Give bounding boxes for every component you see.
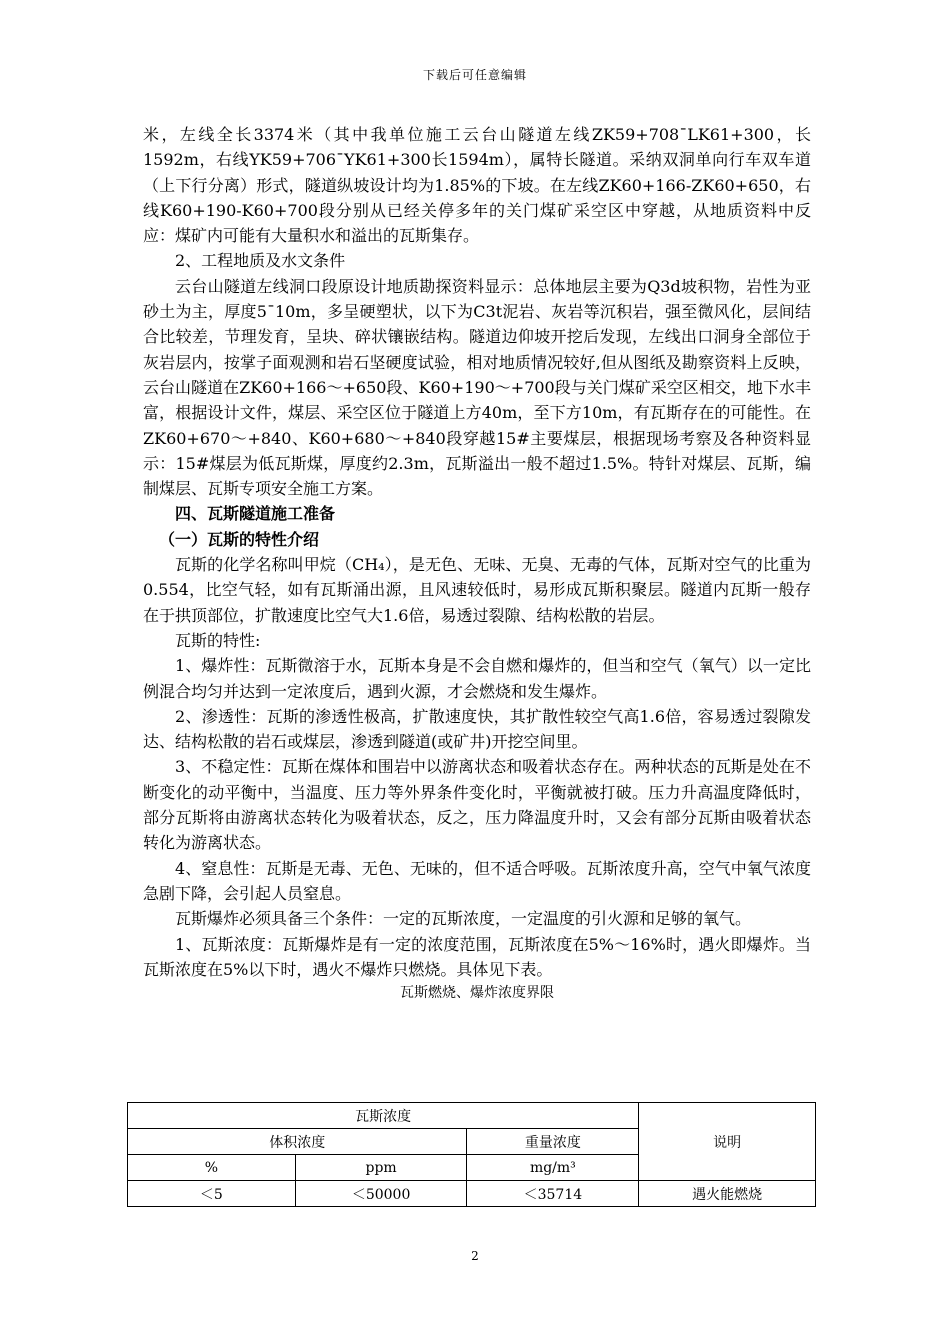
paragraph: 3、不稳定性：瓦斯在煤体和围岩中以游离状态和吸着状态存在。两种状态的瓦斯是处在不断变化的动平衡中，当温度、压力等外界条件变化时，平衡就被打破。压力升高温度降低时，部分瓦斯将由游离状态转化为吸着状态，反之，压力降温度升时，又会有部分瓦斯由吸着状态转化为游离状态。 bbox=[143, 757, 811, 853]
document-body bbox=[143, 122, 811, 1004]
table-header-group: 瓦斯浓度 bbox=[128, 1103, 639, 1129]
section-heading: 2、工程地质及水文条件 bbox=[175, 251, 346, 271]
chapter-heading: 四、瓦斯隧道施工准备 bbox=[175, 504, 336, 524]
paragraph: 4、窒息性：瓦斯是无毒、无色、无味的，但不适合呼吸。瓦斯浓度升高，空气中氧气浓度急剧下降，会引起人员窒息。 bbox=[143, 858, 811, 903]
table-unit-mgm3: mg/m³ bbox=[467, 1155, 639, 1181]
paragraph: 瓦斯爆炸必须具备三个条件：一定的瓦斯浓度，一定温度的引火源和足够的氧气。 bbox=[175, 909, 752, 929]
paragraph: 1、爆炸性：瓦斯微溶于水，瓦斯本身是不会自燃和爆炸的，但当和空气（氧气）以一定比例混合均匀并达到一定浓度后，遇到火源，才会燃烧和发生爆炸。 bbox=[143, 656, 811, 701]
paragraph: 瓦斯的特性: bbox=[175, 630, 261, 650]
paragraph: 2、渗透性：瓦斯的渗透性极高，扩散速度快，其扩散性较空气高1.6倍，容易透过裂隙发达、结构松散的岩石或煤层，渗透到隧道(或矿井)开挖空间里。 bbox=[143, 706, 811, 752]
table-cell: ＜35714 bbox=[467, 1181, 639, 1207]
subsection-heading: （一）瓦斯的特性介绍 bbox=[159, 529, 320, 549]
table-header-note: 说明 bbox=[639, 1103, 816, 1181]
table-row bbox=[128, 1181, 816, 1207]
paragraph: 1、瓦斯浓度：瓦斯爆炸是有一定的浓度范围，瓦斯浓度在5%～16%时，遇火即爆炸。当瓦斯浓度在5%以下时，遇火不爆炸只燃烧。具体见下表。 bbox=[143, 934, 811, 979]
table-cell: ＜5 bbox=[128, 1181, 296, 1207]
concentration-table bbox=[127, 1102, 816, 1207]
table-title: 瓦斯燃烧、爆炸浓度界限 bbox=[400, 985, 554, 1002]
table-cell: ＜50000 bbox=[295, 1181, 467, 1207]
table-header-volume: 体积浓度 bbox=[128, 1129, 467, 1155]
paragraph: 米，左线全长3374米（其中我单位施工云台山隧道左线ZK59+708¯LK61+300，长1592m，右线YK59+706¯YK61+300长1594m），属特长隧道。采纳双洞单向行车双车道（上下行分离）形式，隧道纵坡设计均为1.85%的下坡。在左线ZK60+166-ZK60+650，右线K60+190-K60+700段分别从已经关停多年的关门煤矿采空区中穿越，从地质资料中反应：煤矿内可能有大量积水和溢出的瓦斯集存。 bbox=[143, 125, 811, 246]
paragraph: 云台山隧道左线洞口段原设计地质勘探资料显示：总体地层主要为Q3d坡积物，岩性为亚砂土为主，厚度5¯10m，多呈硬塑状，以下为C3t泥岩、灰岩等沉积岩，强至微风化，层间结合比较差，节理发育，呈块、碎状镶嵌结构。隧道边仰坡开挖后发现，左线出口洞身全部位于灰岩层内，按掌子面观测和岩石坚硬度试验，相对地质情况较好,但从图纸及勘察资料上反映，云台山隧道在ZK60+166～+650段、K60+190～+700段与关门煤矿采空区相交，地下水丰富，根据设计文件，煤层、采空区位于隧道上方40m，至下方10m，有瓦斯存在的可能性。在ZK60+670～+840、K60+680～+840段穿越15#主要煤层，根据现场考察及各种资料显示：15#煤层为低瓦斯煤，厚度约2.3m，瓦斯溢出一般不超过1.5%。特针对煤层、瓦斯，编制煤层、瓦斯专项安全施工方案。 bbox=[143, 276, 811, 499]
table-unit-percent: % bbox=[128, 1155, 296, 1181]
page-header: 下载后可任意编辑 bbox=[422, 68, 527, 82]
table-unit-ppm: ppm bbox=[295, 1155, 467, 1181]
page-number: 2 bbox=[471, 1249, 479, 1263]
table-cell: 遇火能燃烧 bbox=[639, 1181, 816, 1207]
table-header-weight: 重量浓度 bbox=[467, 1129, 639, 1155]
paragraph: 瓦斯的化学名称叫甲烷（CH₄），是无色、无味、无臭、无毒的气体，瓦斯对空气的比重为0.554，比空气轻，如有瓦斯涌出源，且风速较低时，易形成瓦斯积聚层。隧道内瓦斯一般存在于拱顶部位，扩散速度比空气大1.6倍，易透过裂隙、结构松散的岩层。 bbox=[143, 555, 811, 625]
